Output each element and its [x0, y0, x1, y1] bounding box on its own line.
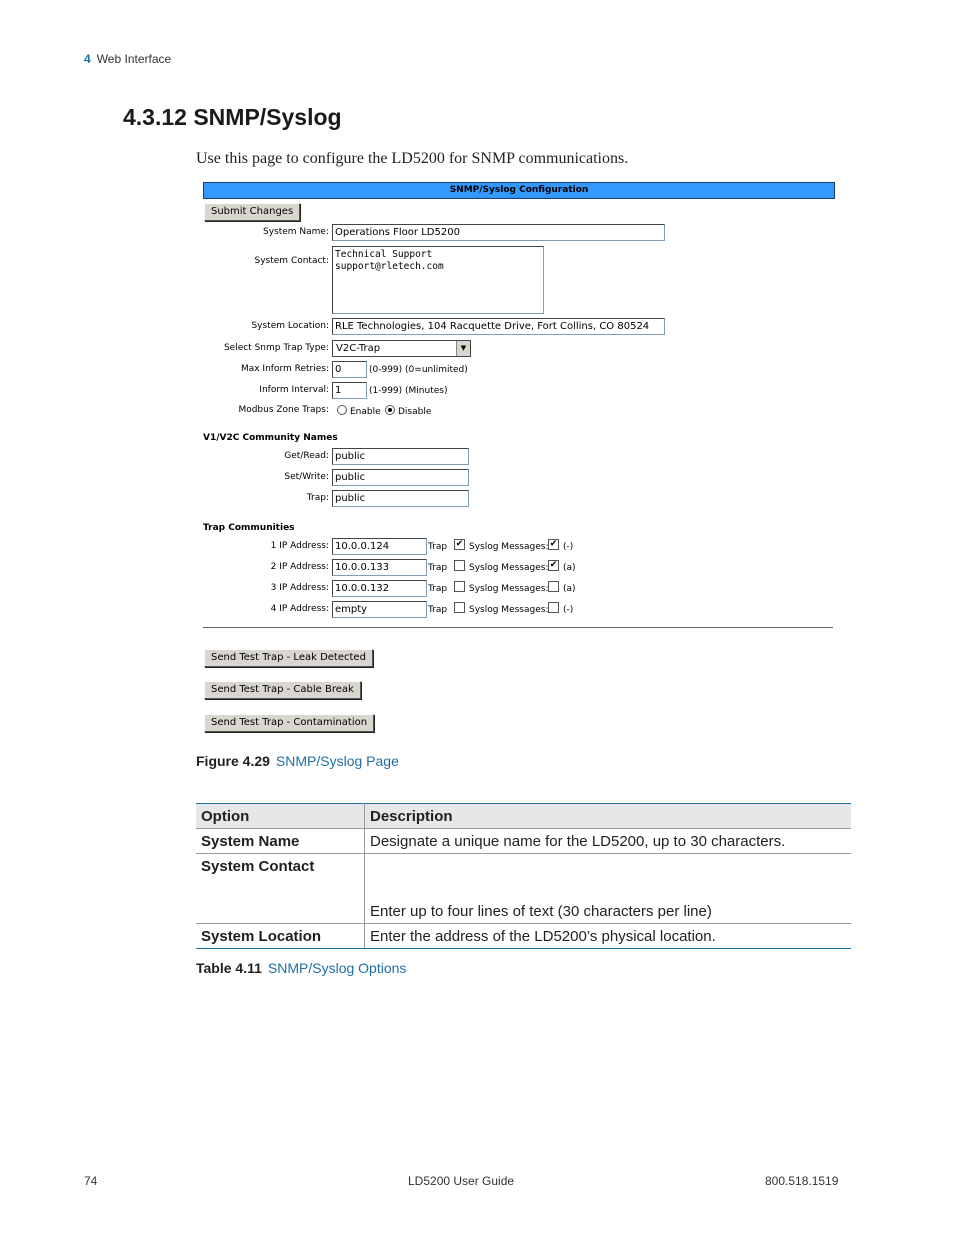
modbus-disable-radio[interactable] — [385, 405, 395, 415]
system-name-input[interactable]: Operations Floor LD5200 — [332, 224, 665, 241]
ip-address-label: 3 IP Address: — [270, 583, 329, 593]
ip-address-input[interactable]: 10.0.0.124 — [332, 538, 427, 555]
max-retries-input[interactable]: 0 — [332, 361, 367, 378]
table-row — [196, 829, 851, 854]
options-table — [196, 803, 851, 949]
ip-address-input[interactable]: empty — [332, 601, 427, 618]
syslog-checkbox[interactable] — [548, 581, 559, 592]
set-write-input[interactable]: public — [332, 469, 469, 486]
submit-changes-button[interactable]: Submit Changes — [204, 203, 300, 221]
trap-label: Trap — [428, 605, 448, 615]
ip-address-input[interactable]: 10.0.0.133 — [332, 559, 427, 576]
figure-caption — [196, 753, 399, 769]
modbus-disable-label: Disable — [398, 407, 432, 417]
inform-interval-note: (1-999) (Minutes) — [369, 386, 448, 396]
table-row — [196, 924, 851, 949]
table-number: Table 4.11 — [196, 960, 262, 976]
syslog-label: Syslog Messages: — [469, 605, 549, 615]
send-test-trap-contamination-button[interactable]: Send Test Trap - Contamination — [204, 714, 374, 732]
trap-community-label: Trap: — [306, 493, 329, 503]
table-row — [196, 854, 851, 924]
inform-interval-label: Inform Interval: — [259, 385, 329, 395]
syslog-code: (a) — [563, 563, 576, 573]
modbus-enable-radio[interactable] — [337, 405, 347, 415]
get-read-input[interactable]: public — [332, 448, 469, 465]
syslog-code: (a) — [563, 584, 576, 594]
figure-caption-text: SNMP/Syslog Page — [275, 753, 399, 769]
trap-label: Trap — [428, 542, 448, 552]
footer-guide-title: LD5200 User Guide — [408, 1174, 515, 1188]
ip-address-label: 1 IP Address: — [270, 541, 329, 551]
community-names-header: V1/V2C Community Names — [203, 433, 338, 443]
ip-address-label: 4 IP Address: — [270, 604, 329, 614]
snmp-syslog-screenshot — [202, 181, 836, 736]
modbus-traps-label: Modbus Zone Traps: — [238, 405, 329, 415]
trap-communities-header: Trap Communities — [203, 523, 295, 533]
syslog-code: (-) — [563, 605, 574, 615]
trap-type-value: V2C-Trap — [336, 343, 381, 354]
trap-community-input[interactable]: public — [332, 490, 469, 507]
system-location-label: System Location: — [251, 321, 329, 331]
table-cell-description: Enter up to four lines of text (30 characters per line) — [365, 854, 852, 924]
ip-address-input[interactable]: 10.0.0.132 — [332, 580, 427, 597]
running-header — [84, 52, 171, 66]
inform-interval-input[interactable]: 1 — [332, 382, 367, 399]
syslog-label: Syslog Messages: — [469, 584, 549, 594]
page-number: 74 — [84, 1174, 98, 1188]
ip-address-label: 2 IP Address: — [270, 562, 329, 572]
trap-label: Trap — [428, 584, 448, 594]
max-retries-label: Max Inform Retries: — [240, 364, 329, 374]
modbus-enable-label: Enable — [350, 407, 381, 417]
trap-type-select[interactable] — [332, 340, 471, 357]
chapter-number: 4 — [84, 52, 91, 66]
table-cell-description: Designate a unique name for the LD5200, up to 30 characters. — [365, 829, 852, 854]
table-cell-description: Enter the address of the LD5200’s physical location. — [365, 924, 852, 949]
set-write-label: Set/Write: — [284, 472, 329, 482]
trap-label: Trap — [428, 563, 448, 573]
trap-checkbox[interactable]: ✔ — [455, 539, 464, 549]
syslog-code: (-) — [563, 542, 574, 552]
figure-number: Figure 4.29 — [196, 753, 270, 769]
table-cell-option: System Name — [196, 829, 365, 854]
system-contact-textarea[interactable]: Technical Support support@rletech.com — [332, 246, 544, 314]
table-caption — [196, 960, 406, 976]
system-name-label: System Name: — [262, 227, 329, 237]
syslog-label: Syslog Messages: — [469, 563, 549, 573]
trap-type-label: Select Snmp Trap Type: — [223, 343, 329, 353]
footer-phone: 800.518.1519 — [765, 1174, 839, 1188]
system-contact-label: System Contact: — [254, 256, 329, 266]
trap-checkbox[interactable] — [454, 581, 465, 592]
trap-checkbox[interactable] — [454, 560, 465, 571]
config-title-bar: SNMP/Syslog Configuration — [203, 182, 835, 199]
syslog-checkbox[interactable] — [548, 602, 559, 613]
table-header-option: Option — [196, 804, 365, 829]
section-title: 4.3.12 SNMP/Syslog — [123, 104, 342, 130]
intro-paragraph: Use this page to configure the LD5200 for SNMP communications. — [196, 150, 629, 167]
table-cell-option: System Contact — [196, 854, 365, 924]
system-location-input[interactable]: RLE Technologies, 104 Racquette Drive, Fort Collins, CO 80524 — [332, 318, 665, 335]
syslog-checkbox[interactable]: ✔ — [549, 539, 558, 549]
table-caption-text: SNMP/Syslog Options — [267, 960, 407, 976]
chevron-down-icon[interactable]: ▼ — [456, 341, 470, 356]
table-header-description: Description — [365, 804, 852, 829]
syslog-checkbox[interactable]: ✔ — [549, 560, 558, 570]
divider — [203, 627, 833, 628]
trap-checkbox[interactable] — [454, 602, 465, 613]
get-read-label: Get/Read: — [284, 451, 329, 461]
syslog-label: Syslog Messages: — [469, 542, 549, 552]
table-header-row — [196, 804, 851, 829]
send-test-trap-cable-button[interactable]: Send Test Trap - Cable Break — [204, 681, 361, 699]
chapter-title: Web Interface — [96, 52, 172, 66]
send-test-trap-leak-button[interactable]: Send Test Trap - Leak Detected — [204, 649, 373, 667]
table-cell-option: System Location — [196, 924, 365, 949]
max-retries-note: (0-999) (0=unlimited) — [369, 365, 468, 375]
